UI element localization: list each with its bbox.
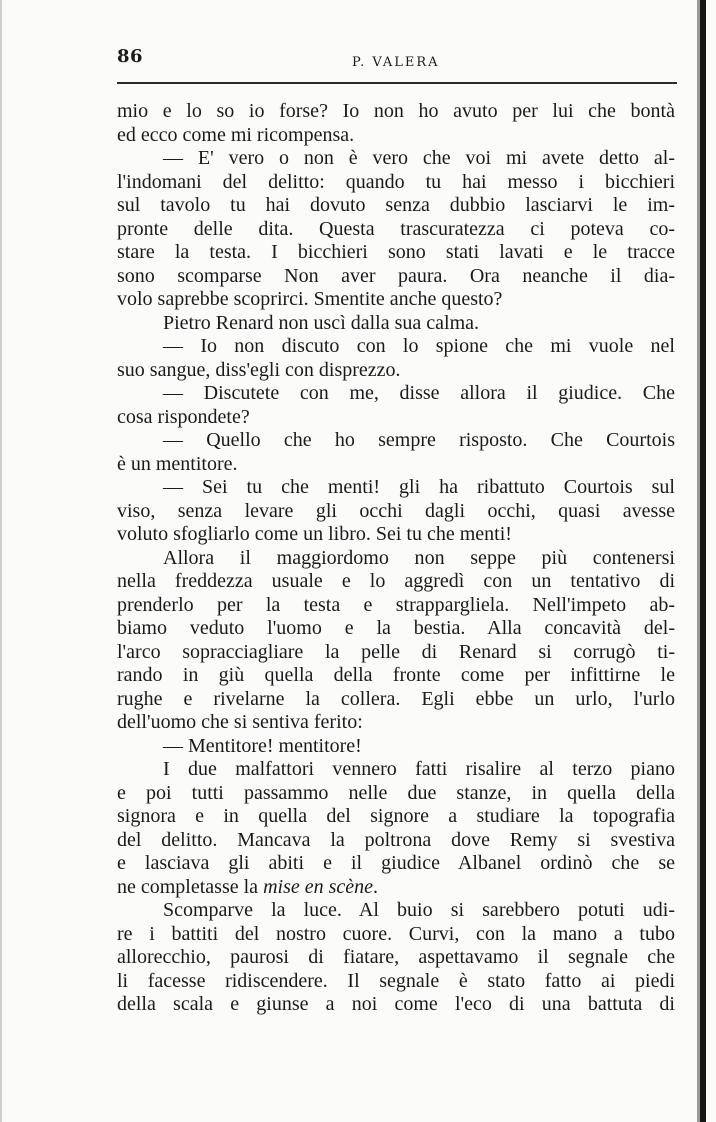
text-line: e lasciava gli abiti e il giudice Albanel ordinò che se <box>117 852 675 874</box>
text-line: — Sei tu che menti! gli ha ribattuto Courtois sul <box>163 476 675 498</box>
body-text <box>117 100 675 1017</box>
text-line: — Io non discuto con lo spione che mi vuole nel <box>163 335 675 357</box>
text-line: nella freddezza usuale e lo aggredì con un tentativo di <box>117 570 675 592</box>
text-line: della scala e giunse a noi come l'eco di una battuta di <box>117 993 675 1015</box>
text-line: l'arco sopracciagliare la pelle di Renard si corrugò ti- <box>117 640 675 663</box>
text-line: biamo veduto l'uomo e la bestia. Alla concavità del- <box>117 617 675 639</box>
running-head: P. VALERA <box>352 55 440 70</box>
text-line: mio e lo so io forse? Io non ho avuto per lui che bontà <box>117 100 675 122</box>
text-line: rando in giù quella della fronte come per infittirne le <box>117 664 675 686</box>
text-line: e poi tutti passammo nelle due stanze, in quella della <box>117 781 675 804</box>
text-line: volo saprebbe scoprirci. Smentite anche questo? <box>117 288 503 310</box>
text-line: li facesse ridiscendere. Il segnale è stato fatto ai piedi <box>117 969 675 992</box>
page-header <box>117 46 677 76</box>
page-number: 86 <box>117 46 144 67</box>
text-line: — Mentitore! mentitore! <box>163 734 362 757</box>
text-line: dell'uomo che si sentiva ferito: <box>117 711 363 733</box>
text-line: Pietro Renard non uscì dalla sua calma. <box>163 311 480 334</box>
page-binding-edge <box>700 0 706 1122</box>
text-line: cosa rispondete? <box>117 405 250 428</box>
text-line: Scomparve la luce. Al buio si sarebbero potuti udi- <box>163 899 675 921</box>
text-line: suo sangue, diss'egli con disprezzo. <box>117 358 401 381</box>
text-line: voluto sfogliarlo come un libro. Sei tu che menti! <box>117 523 512 545</box>
text-line: — Discutete con me, disse allora il giudice. Che <box>163 382 675 404</box>
text-line: allorecchio, paurosi di fiatare, aspettavamo il segnale che <box>117 946 675 968</box>
italic-phrase: mise en scène <box>263 875 374 898</box>
text-line: prenderlo per la testa e strappargliela. Nell'impeto ab- <box>117 593 675 616</box>
text-line: è un mentitore. <box>117 452 238 475</box>
text-line: Allora il maggiordomo non seppe più contenersi <box>163 546 675 569</box>
text-line: viso, senza levare gli occhi dagli occhi, quasi avesse <box>117 499 675 522</box>
text-line: sono scomparse Non aver paura. Ora neanche il dia- <box>117 264 675 287</box>
text-line: — Quello che ho sempre risposto. Che Courtois <box>163 429 675 451</box>
page-left-edge <box>0 0 2 1122</box>
text-line: I due malfattori vennero fatti risalire al terzo piano <box>163 758 675 780</box>
text-line: ed ecco come mi ricompensa. <box>117 123 355 146</box>
text-line: — E' vero o non è vero che voi mi avete detto al- <box>163 147 675 169</box>
text-line: del delitto. Mancava la poltrona dove Remy si svestiva <box>117 828 675 851</box>
text-line: stare la testa. I bicchieri sono stati lavati e le tracce <box>117 241 675 263</box>
header-rule <box>117 82 677 84</box>
text-line: sul tavolo tu hai dovuto senza dubbio lasciarvi le im- <box>117 194 675 216</box>
text-line: pronte delle dita. Questa trascuratezza ci poteva co- <box>117 217 675 240</box>
text-line: signora e in quella del signore a studiare la topografia <box>117 805 675 827</box>
text-line: ne completasse la mise en scène. <box>117 875 379 898</box>
text-line: l'indomani del delitto: quando tu hai messo i bicchieri <box>117 170 675 193</box>
text-line: re i battiti del nostro cuore. Curvi, con la mano a tubo <box>117 922 675 945</box>
text-line: rughe e rivelarne la collera. Egli ebbe un urlo, l'urlo <box>117 687 675 710</box>
